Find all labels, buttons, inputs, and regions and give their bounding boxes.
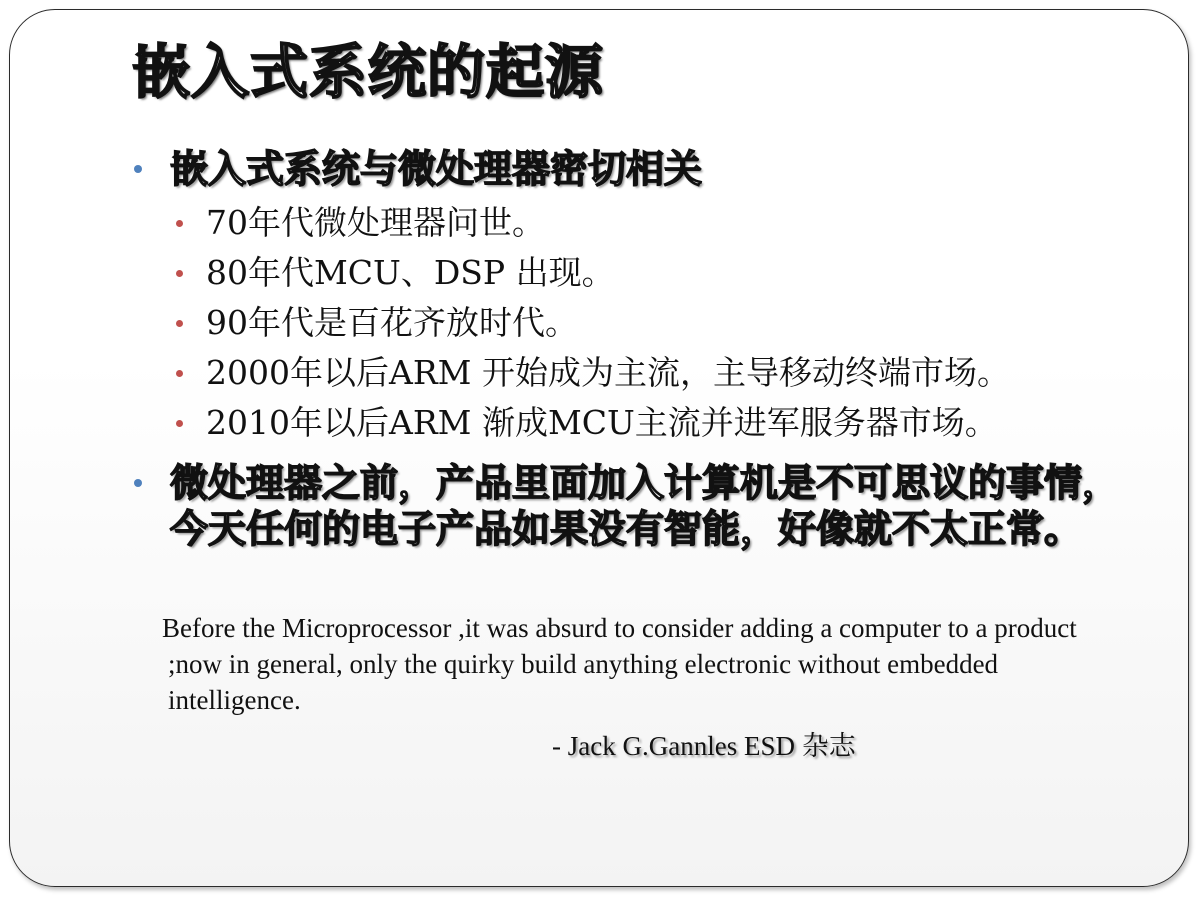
sub-bullet-dot-icon (176, 370, 183, 377)
sub-bullet-dot-icon (176, 220, 183, 227)
sub-bullet-item (132, 398, 1142, 448)
sub-bullet-dot-icon (176, 420, 183, 427)
sub-bullet-item (132, 348, 1142, 398)
sub-bullet-text: 80年代MCU、DSP 出现。 (206, 253, 615, 292)
sub-bullet-item (132, 298, 1142, 348)
slide-title: 嵌入式系统的起源 (132, 38, 605, 106)
bullet-text: 嵌入式系统与微处理器密切相关 (170, 147, 703, 191)
quote-attribution (552, 728, 856, 764)
bullet-dot-icon (134, 479, 142, 487)
sub-bullet-dot-icon (176, 270, 183, 277)
sub-bullet-text: 90年代是百花齐放时代。 (206, 303, 578, 342)
sub-bullet-group (132, 198, 1142, 448)
sub-bullet-item (132, 198, 1142, 248)
sub-bullet-item (132, 248, 1142, 298)
bullet-list (132, 146, 1142, 552)
english-quote: Before the Microprocessor ,it was absurd to consider adding a computer to a product ;now in general, only the quirky build anything electronic without embedded intelligence. (162, 613, 1077, 715)
bullet-text: 微处理器之前，产品里面加入计算机是不可思议的事情，今天任何的电子产品如果没有智能，好像就不太正常。 (170, 461, 1121, 551)
sub-bullet-text: 2000年以后ARM 开始成为主流，主导移动终端市场。 (206, 353, 1010, 392)
bullet-item-2 (132, 460, 1142, 552)
attribution-dash: - (552, 731, 568, 761)
sub-bullet-list (132, 198, 1142, 448)
sub-bullet-dot-icon (176, 320, 183, 327)
attribution-author: Jack G.Gannles ESD 杂志 (567, 731, 856, 761)
bullet-item-1 (132, 146, 1142, 198)
sub-bullet-text: 70年代微处理器问世。 (206, 203, 545, 242)
sub-bullet-text: 2010年以后ARM 渐成MCU主流并进军服务器市场。 (206, 403, 998, 442)
bullet-dot-icon (134, 165, 142, 173)
